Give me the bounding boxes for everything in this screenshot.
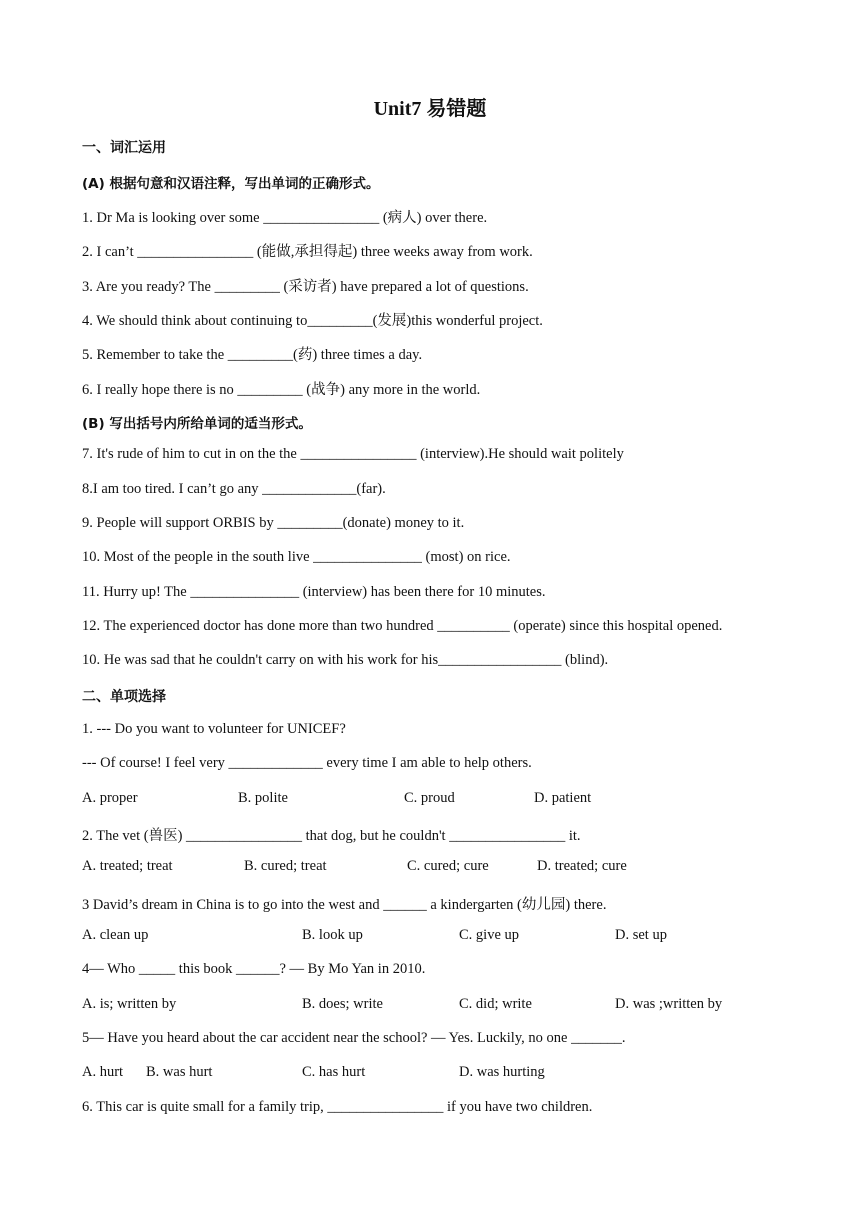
vocab-item-13: 10. He was sad that he couldn't carry on with his work for his_________________ (blind).: [82, 652, 609, 668]
vocab-item-8: 8.I am too tired. I can’t go any _____________(far).: [82, 481, 386, 497]
question-3-options: [82, 927, 782, 947]
question-6-line-1: 6. This car is quite small for a family trip, ________________ if you have two children.: [82, 1099, 593, 1115]
vocab-item-10: 10. Most of the people in the south live _______________ (most) on rice.: [82, 549, 511, 565]
option-b: B. cured; treat: [244, 858, 327, 874]
option-a: A. is; written by: [82, 996, 177, 1012]
option-a: A. proper: [82, 790, 138, 806]
vocab-item-5: 5. Remember to take the _________(药) three times a day.: [82, 347, 423, 363]
part-b-instruction: (B) 写出括号内所给单词的适当形式。: [82, 416, 312, 432]
vocab-item-4: 4. We should think about continuing to_________(发展)this wonderful project.: [82, 313, 543, 329]
section-heading-vocabulary: 一、词汇运用: [82, 140, 166, 156]
vocab-item-7: 7. It's rude of him to cut in on the the ________________ (interview).He should wait politely: [82, 446, 624, 462]
option-b: B. does; write: [302, 996, 383, 1012]
section-heading-choice: 二、单项选择: [82, 689, 166, 705]
option-c: C. proud: [404, 790, 455, 806]
option-d: D. was ;written by: [615, 996, 723, 1012]
question-2-line-1: 2. The vet (兽医) ________________ that dog, but he couldn't ________________ it.: [82, 828, 581, 844]
option-c: C. did; write: [459, 996, 532, 1012]
option-a: A. hurt: [82, 1064, 124, 1080]
question-1-options: [82, 790, 782, 810]
option-d: D. was hurting: [459, 1064, 545, 1080]
vocab-item-9: 9. People will support ORBIS by _________(donate) money to it.: [82, 515, 465, 531]
vocab-item-12: 12. The experienced doctor has done more than two hundred __________ (operate) since this hospital opened.: [82, 618, 723, 634]
page-title: Unit7 易错题: [373, 98, 487, 120]
question-1-line-1: 1. --- Do you want to volunteer for UNICEF?: [82, 721, 346, 737]
question-5-options: [82, 1064, 782, 1084]
question-4-options: [82, 996, 782, 1016]
option-a: A. clean up: [82, 927, 149, 943]
option-c: C. has hurt: [302, 1064, 366, 1080]
option-b: B. polite: [238, 790, 288, 806]
part-a-instruction: (A) 根据句意和汉语注释，写出单词的正确形式。: [82, 176, 380, 192]
question-4-line-1: 4— Who _____ this book ______? — By Mo Yan in 2010.: [82, 961, 426, 977]
option-b: B. was hurt: [146, 1064, 213, 1080]
option-b: B. look up: [302, 927, 363, 943]
vocab-item-3: 3. Are you ready? The _________ (采访者) have prepared a lot of questions.: [82, 279, 529, 295]
vocab-item-6: 6. I really hope there is no _________ (战争) any more in the world.: [82, 382, 481, 398]
question-2-options: [82, 858, 782, 878]
option-d: D. patient: [534, 790, 592, 806]
vocab-item-2: 2. I can’t ________________ (能做,承担得起) three weeks away from work.: [82, 244, 533, 260]
option-d: D. treated; cure: [537, 858, 627, 874]
option-a: A. treated; treat: [82, 858, 173, 874]
option-c: C. cured; cure: [407, 858, 489, 874]
question-3-line-1: 3 David’s dream in China is to go into the west and ______ a kindergarten (幼儿园) there.: [82, 897, 607, 913]
option-d: D. set up: [615, 927, 667, 943]
vocab-item-11: 11. Hurry up! The _______________ (interview) has been there for 10 minutes.: [82, 584, 546, 600]
question-1-line-2: --- Of course! I feel very _____________ every time I am able to help others.: [82, 755, 532, 771]
option-c: C. give up: [459, 927, 520, 943]
vocab-item-1: 1. Dr Ma is looking over some ________________ (病人) over there.: [82, 210, 488, 226]
question-5-line-1: 5— Have you heard about the car accident near the school? — Yes. Luckily, no one _______.: [82, 1030, 626, 1046]
